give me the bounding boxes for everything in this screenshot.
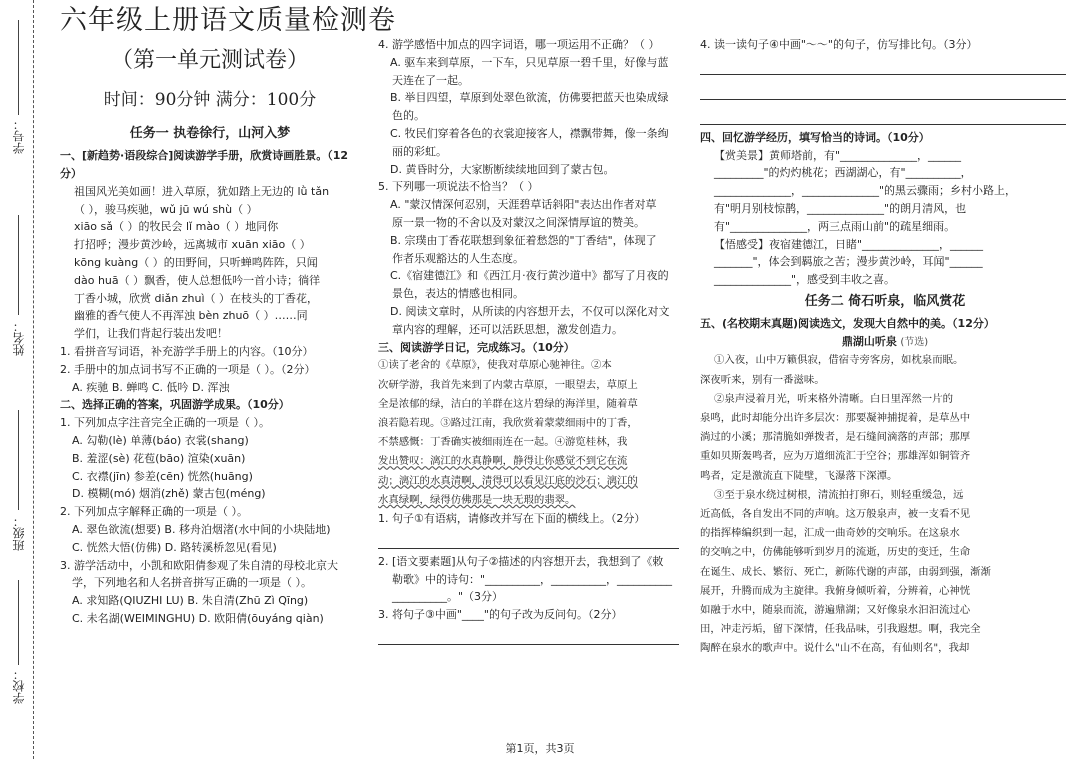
passage-line: 的交响之中，仿佛能够听到岁月的流逝，历史的变迁，生命: [700, 546, 971, 559]
q2-option: C. 衣襟(jīn) 参差(cēn) 恍然(huāng): [72, 469, 253, 483]
diary-line: 发出赞叹：漓江的水真静啊，静得让你感觉不到它在流: [378, 455, 628, 468]
q3-sub-2-line: 勒歌》中的诗句："__________，__________，__________: [392, 572, 673, 586]
exam-title: 六年级上册语文质量检测卷: [60, 5, 396, 36]
passage-line: 丁香小城，欣赏 diǎn zhuì（ ）在枝头的丁香花，: [74, 291, 319, 305]
q2-option: B. 羞涩(sè) 花苞(bāo) 渲染(xuān): [72, 451, 246, 465]
answer-line[interactable]: [700, 79, 1066, 100]
answer-line[interactable]: [700, 54, 1066, 75]
poem-fill-line: _________"的灼灼桃花；西湖湖心，有"__________，: [714, 166, 972, 180]
q4-option: B. 举目四望，草原到处翠色欲流，仿佛要把蓝天也染成绿: [390, 91, 669, 105]
class-label: 班级：: [12, 515, 26, 551]
q2-line: 3. 游学活动中，小凯和欧阳倩参观了朱自清的母校北京大: [60, 558, 338, 572]
diary-line: 全是浓郁的绿，洁白的羊群在这片碧绿的海洋里，随着草: [378, 397, 638, 410]
poem-fill-line: 【赏美景】黄师塔前，有"______________，______: [714, 148, 962, 162]
q4-option: C. 牧民们穿着各色的衣裳迎接客人，襟飘带舞，像一条绚: [390, 126, 669, 140]
passage-line: 学们，让我们背起行装出发吧！: [74, 327, 228, 341]
passage-line: 淌过的小溪；那清脆如弹拨者，是石缝间滴落的声部；那厚: [700, 431, 971, 444]
q4-option: 色的。: [392, 109, 425, 123]
passage-line: 深夜听来，别有一番滋味。: [700, 373, 825, 386]
exam-subtitle: （第一单元测试卷）: [110, 47, 309, 73]
q4-heading: 四、回忆游学经历，填写恰当的诗词。（10分）: [700, 130, 930, 144]
reading-title: [700, 333, 1070, 352]
poem-fill-line: ______________"，感受到丰收之喜。: [714, 273, 896, 287]
q5-heading: 五、(名校期末真题)阅读选文，发现大自然中的美。（12分）: [700, 316, 995, 330]
passage-line: 打招呼；漫步黄沙岭，远离城市 xuān xiāo（ ）: [74, 238, 311, 252]
q3-sub-2-line: __________。"（3分）: [392, 590, 504, 604]
diary-line: ①读了老舍的《草原》，使我对草原心驰神往。②本: [378, 359, 612, 372]
poem-fill-line: 有"______________，两三点雨山前"的疏星细雨。: [714, 219, 956, 233]
task1-heading: 任务一 执卷徐行，山河入梦: [129, 126, 291, 142]
cut-line: [33, 0, 34, 759]
q4-option: A. 驱车来到草原，一下车，只见草原一碧千里，好像与蓝: [390, 55, 669, 69]
q2-line: 2. 下列加点字解释正确的一项是（ ）。: [60, 505, 248, 519]
reading-title-text: 鼎湖山听泉: [841, 334, 897, 348]
diary-line: 浪若隐若现。③路过江南，我欣赏着蒙蒙细雨中的丁香，: [378, 416, 638, 429]
q1-passage: [60, 183, 360, 343]
exam-time: 时间：90分钟 满分：100分: [103, 89, 317, 110]
passage-line: xiāo sǎ（ ）的牧民会 lǐ mào（ ）地同你: [74, 220, 279, 234]
diary-passage: [378, 356, 683, 510]
passage-line: 陶醉在泉水的歌声中。说什么"山不在高，有仙则名"，我却: [700, 642, 970, 655]
column-left: [60, 0, 396, 628]
answer-line[interactable]: [700, 104, 1066, 125]
name-blank: [18, 215, 19, 315]
reading-passage: [700, 351, 1070, 658]
passage-line: ②泉声浸着月光，听来格外清晰。白日里浑然一片的: [714, 392, 953, 405]
passage-line: ①入夜，山中万籁俱寂，借宿寺旁客房，如枕泉而眠。: [714, 354, 964, 367]
q5-option: 原一景一物的不舍以及对蒙汉之间深情厚谊的赞美。: [392, 215, 645, 229]
column-right: [700, 36, 1070, 659]
passage-line: 祖国风光美如画！进入草原，犹如踏上无边的 lǜ tǎn: [74, 184, 330, 198]
q1-sub-1: 1. 看拼音写词语，补充游学手册上的内容。（10分）: [60, 344, 314, 358]
passage-line: 近高低，各自发出不同的声响。这万般泉声，被一支看不见: [700, 507, 971, 520]
name-label: 姓名：: [12, 320, 26, 356]
answer-line[interactable]: [378, 624, 679, 645]
passage-line: dào huā（ ）飘香，使人总想低吟一首小诗；徜徉: [74, 273, 321, 287]
binding-margin: [0, 0, 55, 759]
poem-fill-line: ______________，______________"的黑云骤雨；乡村小路上，: [714, 184, 1017, 198]
q3-sub-2: 2. [语文要素题]从句子②描述的内容想开去，我想到了《敕: [378, 554, 664, 568]
q3-sub-1: 1. 句子①有语病，请修改并写在下面的横线上。（2分）: [378, 511, 646, 525]
answer-line[interactable]: [378, 528, 679, 549]
diary-line: 动；漓江的水真清啊，清得可以看见江底的沙石；漓江的: [378, 474, 638, 487]
q5-option: 作者乐观豁达的人生态度。: [392, 251, 524, 265]
q2-line: 学，下列地名和人名拼音拼写正确的一项是（ ）。: [72, 576, 312, 590]
q2-line: 1. 下列加点字注音完全正确的一项是（ ）。: [60, 416, 270, 430]
q1-sub-2: 2. 手册中的加点词书写不正确的一项是（ ）。（2分）: [60, 362, 316, 376]
q2-option: D. 模糊(mó) 烟消(zhě) 蒙古包(méng): [72, 487, 266, 501]
passage-line: 幽雅的香气使人不再浑浊 bèn zhuō（ ）……同: [74, 309, 308, 323]
page-footer: 第1页，共3页: [505, 742, 575, 755]
task2-heading: 任务二 倚石听泉，临风赏花: [804, 293, 966, 309]
student-id-label: 学号：: [12, 118, 26, 154]
passage-line: ③至于泉水绕过树根，清流拍打卵石，则轻重缓急，远: [714, 488, 964, 501]
q2-option: A. 勾勒(lè) 单薄(báo) 衣裳(shang): [72, 433, 249, 447]
passage-line: 在诞生、成长、繁衍、死亡，新陈代谢的声部，由弱到强，渐渐: [700, 565, 991, 578]
passage-line: 鸣者，定是激流直下陡壁，飞瀑落下深潭。: [700, 469, 898, 482]
passage-line: kōng kuàng（ ）的田野间，只听蝉鸣阵阵，只闻: [74, 255, 318, 269]
diary-line: 不禁感慨：丁香确实被细雨连在一起。④游览桂林，我: [378, 436, 628, 449]
q5-option: 章内容的理解，还可以活跃思想，激发创造力。: [392, 322, 623, 336]
diary-line: 水真绿啊，绿得仿佛那是一块无瑕的翡翠。: [378, 493, 576, 506]
q3-sub-4: 4. 读一读句子④中画"～～"的句子，仿写排比句。（3分）: [700, 38, 978, 51]
q5-option: C.《宿建德江》和《西江月·夜行黄沙道中》都写了月夜的: [390, 269, 669, 283]
q5-line: 5. 下列哪一项说法不恰当？（ ）: [378, 180, 539, 194]
passage-line: 田，冲走污垢，留下深情，任我品味，引我遐想。啊，我完全: [700, 623, 981, 636]
q5-option: D. 阅读文章时，从所读的内容想开去，不仅可以深化对文: [390, 304, 670, 318]
q2-heading: 二、选择正确的答案，巩固游学成果。（10分）: [60, 398, 290, 412]
school-blank: [18, 580, 19, 665]
passage-line: 泉鸣，此时却能分出许多层次：那要凝神捕捉着，是草丛中: [700, 411, 971, 424]
column-middle: [378, 36, 683, 649]
diary-line: 次研学游，我首先来到了内蒙古草原，一眼望去，草原上: [378, 378, 638, 391]
q2-option: A. 求知路(QIUZHI LU) B. 朱自清(Zhū Zì Qīng): [72, 594, 309, 608]
poem-fill-line: _______"，体会到羁旅之苦；漫步黄沙岭，耳闻"______: [714, 255, 983, 269]
poem-fill-line: 有"明月别枝惊鹊，______________"的朗月清风，也: [714, 201, 967, 215]
school-label: 学校：: [12, 668, 26, 704]
q2-option: A. 翠色欲流(想要) B. 移舟泊烟渚(水中间的小块陆地): [72, 522, 331, 536]
q4-option: 天连在了一起。: [392, 73, 469, 87]
q5-option: A. "蒙汉情深何忍别，天涯碧草话斜阳"表达出作者对草: [390, 198, 657, 212]
reading-title-note: (节选): [900, 336, 929, 348]
passage-line: 的指挥棒编织到一起，汇成一曲奇妙的交响乐。在这泉水: [700, 527, 960, 540]
q4-option: D. 黄昏时分，大家断断续续地回到了蒙古包。: [390, 162, 615, 176]
passage-line: 如融于水中，随泉而流，游遍鼎湖；又好像泉水汩汩流过心: [700, 604, 971, 616]
q1-sub-2-options: A. 疾驰 B. 蝉鸣 C. 低吟 D. 浑浊: [72, 380, 230, 394]
passage-line: （ ），骏马疾驰，wǔ jū wú shù（ ）: [74, 202, 258, 216]
passage-line: 展开，升腾而成为主旋律。我俯身倾听着，分辨着，心神恍: [700, 584, 971, 597]
q5-option: 景色，表达的情感也相同。: [392, 287, 524, 301]
q4-line: 4. 游学感悟中加点的四字词语，哪一项运用不正确？（ ）: [378, 38, 660, 51]
q4-option: 丽的彩虹。: [392, 144, 447, 158]
q3-sub-3: 3. 将句子③中画"____"的句子改为反问句。（2分）: [378, 608, 623, 622]
q2-option: C. 未名湖(WEIMINGHU) D. 欧阳倩(ōuyáng qiàn): [72, 611, 324, 625]
poem-fill-line: 【悟感受】夜宿建德江，日睹"______________，______: [714, 237, 984, 251]
q3-heading: 三、阅读游学日记，完成练习。（10分）: [378, 340, 575, 354]
q2-option: C. 恍然大悟(仿佛) D. 路转溪桥忽见(看见): [72, 540, 277, 554]
student-id-blank: [18, 20, 19, 115]
q1-heading: 一、[新趋势·语段综合]阅读游学手册，欣赏诗画胜景。（12分）: [60, 149, 349, 180]
passage-line: 重如贝斯轰鸣者，应为万道细流汇于空谷；那雄浑如铜管齐: [700, 450, 971, 463]
q5-option: B. 宗璞由丁香花联想到象征着愁怨的"丁香结"，体现了: [390, 233, 657, 247]
class-blank: [18, 410, 19, 510]
